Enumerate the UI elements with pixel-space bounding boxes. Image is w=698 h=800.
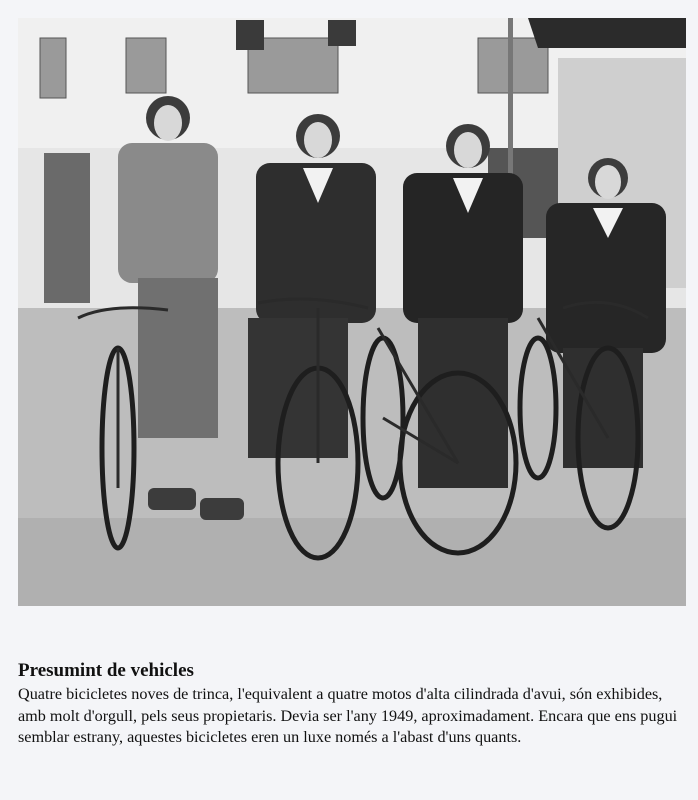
caption-title: Presumint de vehicles [18,660,194,681]
photo-illustration [18,18,686,606]
photo-caption [18,660,686,749]
caption-body: Quatre bicicletes noves de trinca, l'equivalent a quatre motos d'alta cilindrada d'avui, són exhibides, amb molt d'orgull, pels seus propietaris. Devia ser l'any 1949, aproximadament. Encara que ens pugui semblar estrany, aquestes bicicletes eren un luxe només a l'abast d'uns quants. [18,685,678,746]
historical-photo [18,18,686,606]
